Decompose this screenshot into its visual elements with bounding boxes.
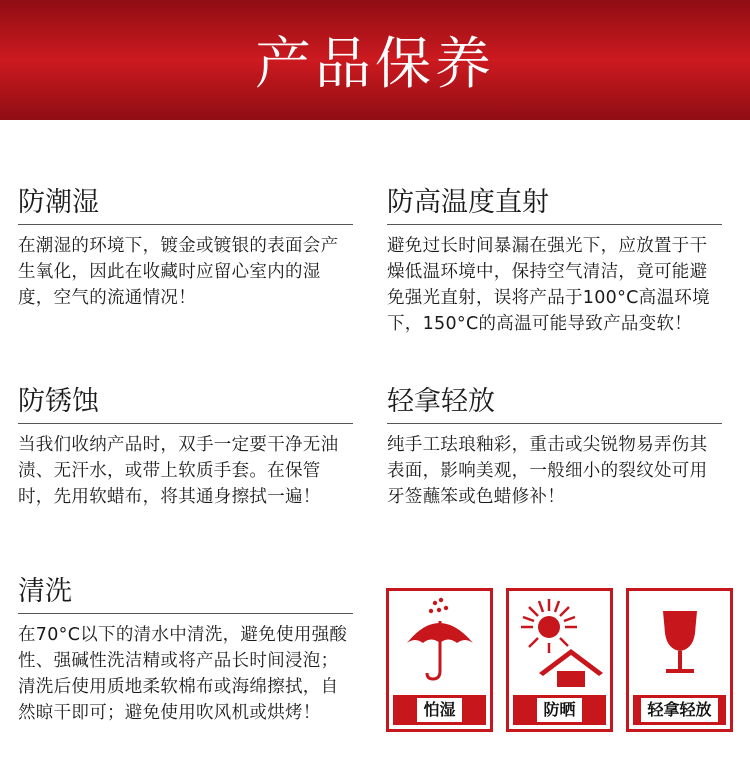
divider xyxy=(18,613,353,614)
label-caption: 轻拿轻放 xyxy=(641,698,717,722)
divider xyxy=(387,423,722,424)
page-title: 产品保养 xyxy=(255,32,495,97)
section-title: 防高温度直射 xyxy=(387,187,549,218)
section-title: 清洗 xyxy=(18,576,72,607)
section-text: 在潮湿的环境下，镀金或镀银的表面会产生氧化，因此在收藏时应留心室内的湿度，空气的流通情况！ xyxy=(18,236,339,308)
section-rust xyxy=(18,385,353,510)
umbrella-rain-icon xyxy=(389,591,490,691)
label-caption-bar xyxy=(633,695,726,725)
care-labels xyxy=(386,588,736,732)
fragile-glass-icon xyxy=(629,591,730,691)
banner xyxy=(0,0,750,120)
section-title: 防锈蚀 xyxy=(18,386,99,417)
divider xyxy=(387,224,722,225)
section-title: 防潮湿 xyxy=(18,187,99,218)
label-caption: 防晒 xyxy=(537,698,581,722)
section-text: 当我们收纳产品时，双手一定要干净无油渍、无汗水，或带上软质手套。在保管时，先用软蜡布，将其通身擦拭一遍！ xyxy=(18,435,339,507)
section-text: 纯手工珐琅釉彩，重击或尖锐物易弄伤其表面，影响美观，一般细小的裂纹处可用牙签蘸笨或色蜡修补！ xyxy=(387,435,708,507)
label-caption: 怕湿 xyxy=(417,698,461,722)
label-caption-bar xyxy=(393,695,486,725)
label-keep-dry xyxy=(386,588,493,732)
section-title: 轻拿轻放 xyxy=(387,386,495,417)
divider xyxy=(18,423,353,424)
section-heat xyxy=(387,186,722,337)
section-text: 在70°C以下的清水中清洗，避免使用强酸性、强碱性洗洁精或将产品长时间浸泡；清洗后使用质地柔软棉布或海绵擦拭，自然晾干即可；避免使用吹风机或烘烤！ xyxy=(18,625,348,723)
section-cleaning xyxy=(18,575,353,726)
sun-house-icon xyxy=(509,591,610,691)
label-handle-with-care xyxy=(626,588,733,732)
section-handle-gently xyxy=(387,385,722,510)
divider xyxy=(18,224,353,225)
label-sun-protection xyxy=(506,588,613,732)
section-moisture xyxy=(18,186,353,311)
label-caption-bar xyxy=(513,695,606,725)
section-text: 避免过长时间暴漏在强光下，应放置于干燥低温环境中，保持空气清洁，竟可能避免强光直射，误将产品于100°C高温环境下，150°C的高温可能导致产品变软！ xyxy=(387,236,710,334)
